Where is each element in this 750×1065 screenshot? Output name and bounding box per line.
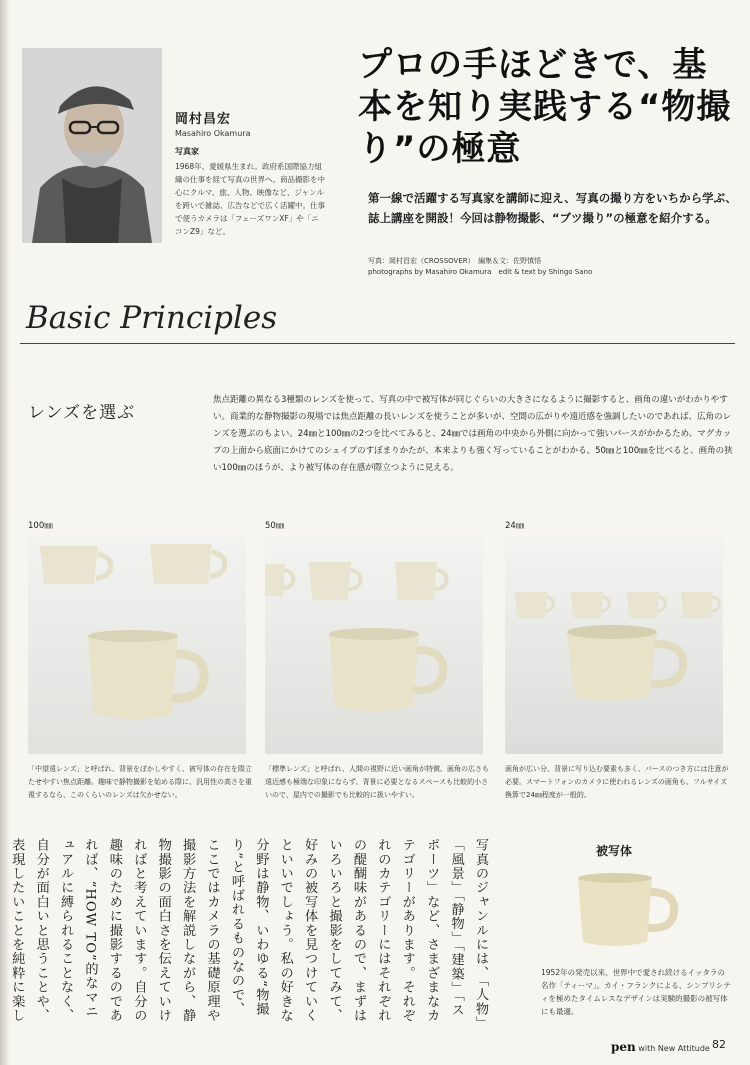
section-title: Basic Principles — [26, 300, 278, 336]
mug-photo-100mm — [28, 536, 246, 754]
section-subhead: レンズを選ぶ — [28, 403, 136, 423]
photographer-bio: 1968年、愛媛県生まれ。政府系国際協力組織の仕事を経て写真の世界へ。商品撮影を中心にクルマ、旅、人物、映像など、ジャンルを跨いで雑誌、広告などで広く活躍中。仕事で使うカメラは「フェーズワンXF」や「ニコンZ9」など。 — [175, 162, 325, 236]
subject-label: 被写体 — [596, 844, 633, 858]
magazine-footer — [611, 1040, 710, 1054]
photographer-portrait — [22, 48, 162, 243]
article-credits — [368, 256, 738, 278]
photographer-name-jp: 岡村昌宏 — [175, 112, 232, 127]
portrait-image — [22, 48, 162, 243]
lens-label-100mm: 100㎜ — [28, 521, 53, 531]
lens-label-24mm: 24㎜ — [505, 521, 525, 531]
article-headline: プロの手ほどきで、基本を知り実践する“物撮り”の極意 — [358, 45, 732, 169]
mug-photo-24mm — [505, 536, 723, 754]
credits-en: photographs by Masahiro Okamura edit & text by Shingo Sano — [368, 268, 593, 276]
article-lead: 第一線で活躍する写真家を講師に迎え、写真の撮り方をいちから学ぶ、誌上講座を開設！今回は静物撮影、“ブツ撮り”の極意を紹介する。 — [368, 191, 737, 225]
subject-photo — [568, 864, 686, 954]
photographer-role: 写真家 — [175, 147, 199, 156]
section-divider — [20, 343, 735, 344]
photo-50mm — [265, 536, 483, 754]
caption-50mm: 「標準レンズ」と呼ばれ、人間の視野に近い画角が特徴。画角の広さも遠近感も極端な印象にならず、背景に必要となるスペースも比較的小さいので、屋内での撮影でも比較的に扱いやすい。 — [265, 765, 490, 799]
section-intro: 焦点距離の異なる3種類のレンズを使って、写真の中で被写体が同じぐらいの大きさになるように撮影すると、画角の違いがわかりやすい。商業的な静物撮影の現場では焦点距離の長いレンズを使うことが多いが、空間の広がりや遠近感を強調したいのであれば、広角のレンズを選ぶのもよい。24㎜と100㎜の2つを比べてみると、24㎜では画角の中央から外側に向かって強いパースがかかるため、マグカップの上面から底面にかけてのシェイプのすぼまりかたが、本来よりも強く写っていることがわかる。50㎜と100㎜を比べると、画角の狭い100㎜のほうが、より被写体の存在感が際立つように見える。 — [213, 395, 733, 473]
magazine-logo: pen — [611, 1040, 636, 1054]
photo-24mm — [505, 536, 723, 754]
caption-24mm: 画角が広い分、背景に写り込む要素も多く、パースのつき方には注意が必要。スマートフォンのカメラに使われるレンズの画角も、フルサイズ換算で24㎜程度が一般的。 — [505, 765, 729, 799]
credits-jp: 写真：岡村昌宏（CROSSOVER） 編集＆文：佐野慎悟 — [368, 257, 542, 265]
article-body-vertical: 写真のジャンルには、「人物」「風景」「静物」「建築」「スポーツ」など、さまざまなカテゴリーがあります。それぞれのカテゴリーにはそれぞれの醍醐味があるので、まずはいろいろと撮影をしてみて、好みの被写体を見つけていくといいでしょう。私の好きな分野は静物、いわゆる“物撮り”と呼ばれるものなので、ここではカメラの基礎原理や撮影方法を解説しながら、静物撮影の面白さを伝えていければと考えています。自分の趣味のために撮影するのであれば、“HOW TO”的なマニュアルに縛られることなく、自分が面白いと思うことや、表現したいことを純粋に楽し — [9, 838, 488, 1024]
lens-label-50mm: 50㎜ — [265, 521, 285, 531]
caption-100mm: 「中望遠レンズ」と呼ばれ、背景をぼかしやすく、被写体の存在を際立たせやすい焦点距離。趣味で静物撮影を始める際に、汎用性の高さを重視するなら、このくらいのレンズは欠かせない。 — [28, 765, 252, 799]
magazine-tagline: with New Attitude — [638, 1044, 710, 1053]
photo-100mm — [28, 536, 246, 754]
photographer-name-en: Masahiro Okamura — [175, 129, 251, 138]
mug-photo-50mm — [265, 536, 483, 754]
subject-mug-image — [568, 864, 686, 954]
subject-caption: 1952年の発売以来、世界中で愛され続けるイッタラの名作「ティーマ」。カイ・フランクによる、シンプリシティを極めたタイムレスなデザインは実験的撮影の被写体にも最適。 — [541, 968, 731, 1016]
page-number: 82 — [712, 1038, 726, 1051]
